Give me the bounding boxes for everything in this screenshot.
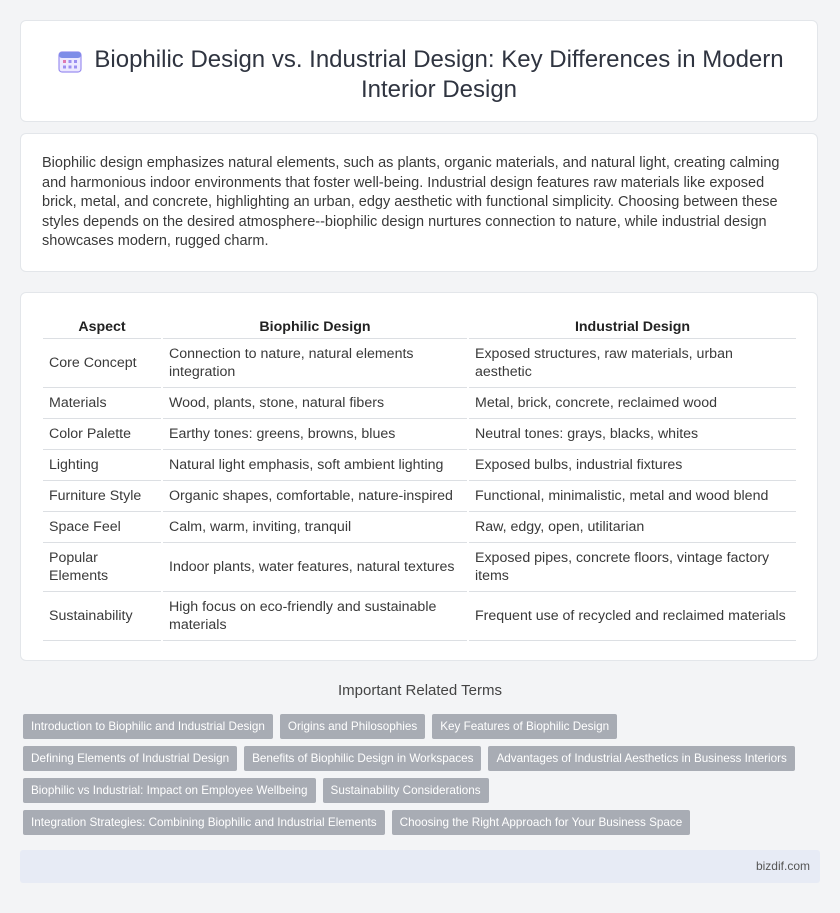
aspect-cell: Space Feel xyxy=(43,512,161,543)
table-row xyxy=(43,419,796,450)
table-row xyxy=(43,543,796,592)
calendar-icon xyxy=(57,48,83,74)
industrial-cell: Exposed pipes, concrete floors, vintage factory items xyxy=(469,543,796,592)
related-terms-list xyxy=(23,714,823,835)
aspect-cell: Color Palette xyxy=(43,419,161,450)
biophilic-cell: Indoor plants, water features, natural textures xyxy=(163,543,467,592)
biophilic-cell: Wood, plants, stone, natural fibers xyxy=(163,388,467,419)
related-term-tag[interactable]: Origins and Philosophies xyxy=(280,714,425,739)
table-row xyxy=(43,592,796,641)
related-term-tag[interactable]: Key Features of Biophilic Design xyxy=(432,714,617,739)
related-term-tag[interactable]: Sustainability Considerations xyxy=(323,778,489,803)
footer-site-link[interactable]: bizdif.com xyxy=(755,859,810,873)
related-term-tag[interactable]: Defining Elements of Industrial Design xyxy=(23,746,237,771)
industrial-cell: Raw, edgy, open, utilitarian xyxy=(469,512,796,543)
biophilic-cell: Organic shapes, comfortable, nature-inspired xyxy=(163,481,467,512)
related-term-tag[interactable]: Advantages of Industrial Aesthetics in Business Interiors xyxy=(488,746,794,771)
biophilic-cell: High focus on eco-friendly and sustainable materials xyxy=(163,592,467,641)
aspect-cell: Sustainability xyxy=(43,592,161,641)
header-industrial: Industrial Design xyxy=(469,314,796,339)
related-term-tag[interactable]: Introduction to Biophilic and Industrial Design xyxy=(23,714,273,739)
table-header-row xyxy=(43,314,796,339)
aspect-cell: Popular Elements xyxy=(43,543,161,592)
industrial-cell: Frequent use of recycled and reclaimed materials xyxy=(469,592,796,641)
table-row xyxy=(43,512,796,543)
table-row xyxy=(43,481,796,512)
related-term-tag[interactable]: Integration Strategies: Combining Biophilic and Industrial Elements xyxy=(23,810,385,835)
title-card xyxy=(20,20,818,122)
industrial-cell: Exposed structures, raw materials, urban aesthetic xyxy=(469,339,796,388)
biophilic-cell: Natural light emphasis, soft ambient lighting xyxy=(163,450,467,481)
related-terms-heading: Important Related Terms xyxy=(338,682,502,699)
biophilic-cell: Connection to nature, natural elements integration xyxy=(163,339,467,388)
header-aspect: Aspect xyxy=(43,314,161,339)
header-biophilic: Biophilic Design xyxy=(163,314,467,339)
related-term-tag[interactable]: Choosing the Right Approach for Your Business Space xyxy=(392,810,691,835)
industrial-cell: Exposed bulbs, industrial fixtures xyxy=(469,450,796,481)
aspect-cell: Materials xyxy=(43,388,161,419)
aspect-cell: Core Concept xyxy=(43,339,161,388)
page-title: Biophilic Design vs. Industrial Design: Key Differences in Modern Interior Design xyxy=(94,46,784,103)
footer xyxy=(20,850,820,883)
comparison-table xyxy=(41,314,798,641)
related-term-tag[interactable]: Benefits of Biophilic Design in Workspaces xyxy=(244,746,481,771)
industrial-cell: Functional, minimalistic, metal and wood blend xyxy=(469,481,796,512)
industrial-cell: Neutral tones: grays, blacks, whites xyxy=(469,419,796,450)
biophilic-cell: Calm, warm, inviting, tranquil xyxy=(163,512,467,543)
summary-text: Biophilic design emphasizes natural elements, such as plants, organic materials, and natural light, creating calming and harmonious indoor environments that foster well-being. Industrial design features raw materials like exposed brick, metal, and concrete, highlighting an urban, edgy aesthetic with functional simplicity. Choosing between these styles depends on the desired atmosphere--biophilic design nurtures connection to nature, while industrial design showcases modern, rugged charm. xyxy=(42,155,780,250)
summary-card xyxy=(20,133,818,272)
related-term-tag[interactable]: Biophilic vs Industrial: Impact on Employee Wellbeing xyxy=(23,778,316,803)
biophilic-cell: Earthy tones: greens, browns, blues xyxy=(163,419,467,450)
table-row xyxy=(43,450,796,481)
table-row xyxy=(43,388,796,419)
aspect-cell: Furniture Style xyxy=(43,481,161,512)
industrial-cell: Metal, brick, concrete, reclaimed wood xyxy=(469,388,796,419)
table-row xyxy=(43,339,796,388)
comparison-table-card xyxy=(20,292,818,661)
aspect-cell: Lighting xyxy=(43,450,161,481)
